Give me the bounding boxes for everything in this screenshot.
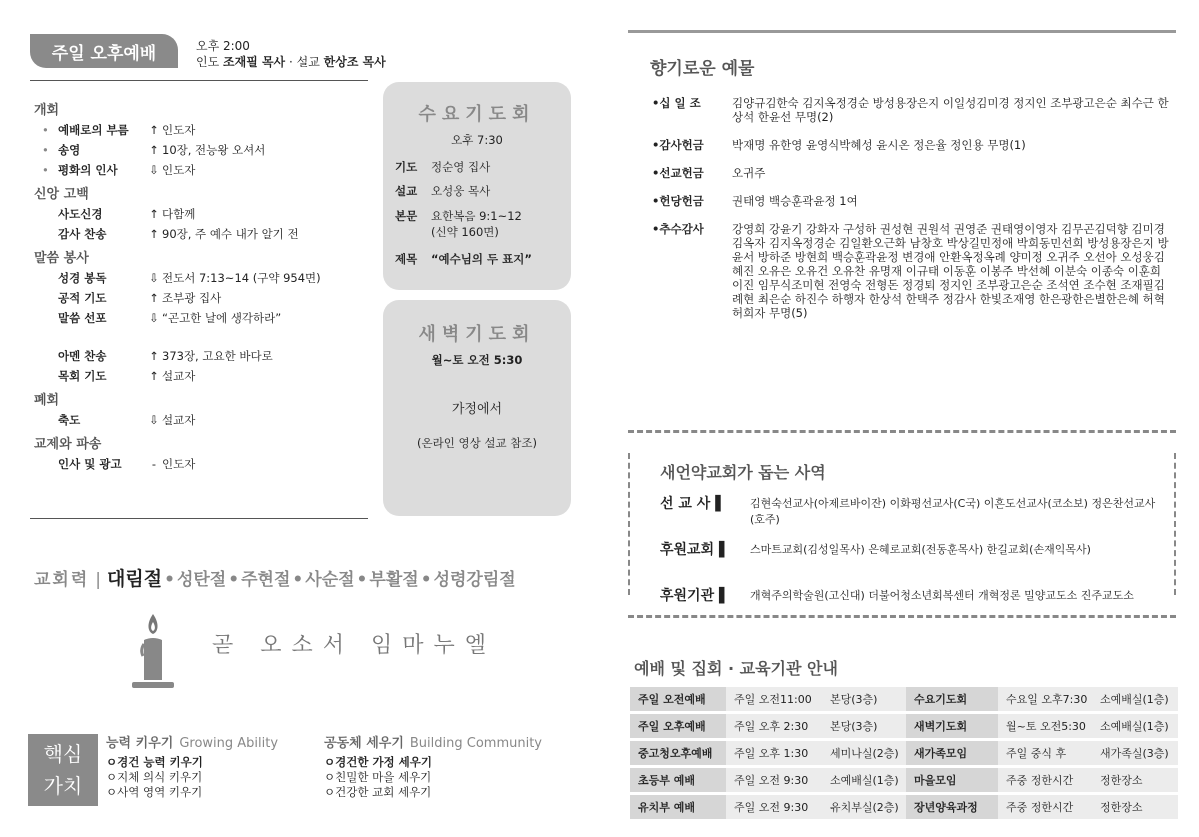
order-row	[34, 410, 374, 430]
offering-type: •십 일 조	[652, 96, 701, 110]
service-info: 오후 2:00 인도 조재필 목사 · 설교 한상조 목사	[196, 39, 386, 69]
order-item-label: • 예배로의 부름	[34, 120, 146, 140]
offering-type: •선교헌금	[652, 166, 704, 180]
order-item-label: 목회 기도	[58, 369, 107, 383]
table-cell: 정한장소	[1092, 795, 1178, 819]
order-item-value: 10장, 전능왕 오셔서	[162, 143, 266, 157]
core-value-item: ㅇ건강한 교회 세우기	[324, 785, 432, 799]
offering-row	[652, 194, 1172, 208]
order-item-value: 인도자	[162, 457, 196, 471]
calendar-season: 사순절	[305, 570, 355, 590]
table-cell: 주일 오전11:00	[726, 687, 822, 711]
offering-row	[652, 222, 1172, 320]
order-item-label: 아멘 찬송	[58, 349, 107, 363]
leader-name: 조재필 목사	[223, 55, 286, 69]
table-cell: 정한장소	[1092, 768, 1178, 792]
offerings-top-bar	[628, 30, 1176, 33]
table-cell: 주일 중식 후	[998, 741, 1092, 765]
order-item-label: • 송영	[34, 140, 146, 160]
section-heading: 교제와 파송	[34, 437, 102, 452]
core-value-community: 공동체 세우기 Building Community ㅇ경건한 가정 세우기 ㅇ친밀한 마을 세우기 ㅇ건강한 교회 세우기	[324, 736, 542, 799]
order-item-value: 전도서 7:13~14 (구약 954면)	[162, 271, 321, 285]
bullet-icon: •	[420, 570, 432, 590]
table-cell: 초등부 예배	[630, 768, 726, 792]
mission-row-institutions: 후원기관 ▌ 개혁주의학술원(고신대) 더불어청소년회복센터 개혁정론 밀양교도소 진주교도소	[660, 588, 1134, 604]
dawn-note: (온라인 영상 설교 참조)	[417, 436, 537, 450]
calendar-season: 성령강림절	[433, 570, 516, 590]
calendar-current: 대림절	[107, 568, 163, 590]
core-value-item: ㅇ지체 의식 키우기	[106, 770, 203, 784]
order-item-label: 공적 기도	[58, 291, 107, 305]
table-row	[630, 741, 1178, 765]
order-item-label: 인사 및 광고	[58, 457, 122, 471]
table-cell: 주중 정한시간	[998, 795, 1092, 819]
table-cell: 소예배실(1층)	[1092, 714, 1178, 738]
order-item-value: 인도자	[162, 163, 196, 177]
order-row	[34, 288, 374, 308]
core-value-ability: 능력 키우기 Growing Ability ㅇ경건 능력 키우기 ㅇ지체 의식 키우기 ㅇ사역 영역 키우기	[106, 736, 279, 799]
wednesday-title: 수요기도회	[418, 104, 536, 125]
table-cell: 세미나실(2층)	[822, 741, 906, 765]
divider-top	[30, 80, 368, 81]
wednesday-row: 설교 오성웅 목사	[395, 184, 491, 198]
table-cell: 주일 오전 9:30	[726, 768, 822, 792]
order-row	[34, 268, 374, 288]
schedule-title: 예배 및 집회 · 교육기관 안내	[634, 659, 838, 678]
posture-icon: ↑	[149, 123, 159, 137]
offering-row	[652, 166, 1172, 180]
table-cell: 중고청오후예배	[630, 741, 726, 765]
offering-names: 박재명 유한영 윤영식박혜성 윤시온 정은율 정인용 무명(1)	[732, 138, 1026, 152]
order-row	[34, 366, 374, 386]
bullet-icon: •	[228, 570, 240, 590]
offering-type: •추수감사	[652, 222, 704, 236]
order-item-label: 성경 봉독	[58, 271, 107, 285]
table-cell: 소예배실(1층)	[1092, 687, 1178, 711]
order-item-label: • 평화의 인사	[34, 160, 146, 180]
table-cell: 주일 오후예배	[630, 714, 726, 738]
offering-type: •헌당헌금	[652, 194, 704, 208]
table-cell: 수요기도회	[906, 687, 998, 711]
posture-icon: -	[151, 457, 157, 471]
calendar-season: 주현절	[241, 570, 291, 590]
order-row	[34, 160, 374, 180]
order-item-value: 90장, 주 예수 내가 알기 전	[162, 227, 299, 241]
order-row	[34, 224, 374, 244]
table-cell: 소예배실(1층)	[822, 768, 906, 792]
calendar-season: 부활절	[369, 570, 419, 590]
table-row	[630, 714, 1178, 738]
section-heading: 개회	[34, 103, 60, 118]
offerings-title: 향기로운 예물	[650, 59, 755, 79]
calendar-season: 성탄절	[176, 570, 227, 590]
dawn-place: 가정에서	[451, 402, 503, 417]
wednesday-row: 제목 “예수님의 두 표지”	[395, 252, 532, 266]
core-value-item: ㅇ사역 영역 키우기	[106, 785, 203, 799]
table-row	[630, 768, 1178, 792]
table-row	[630, 687, 1178, 711]
table-cell: 마을모임	[906, 768, 998, 792]
table-row	[630, 795, 1178, 819]
wednesday-time: 오후 7:30	[451, 133, 503, 147]
offering-names: 오귀주	[732, 166, 766, 180]
bullet-icon: •	[356, 570, 368, 590]
posture-icon: ↑	[149, 349, 159, 363]
dawn-prayer-box	[383, 300, 571, 516]
service-time: 오후 2:00	[196, 39, 250, 53]
mission-row-churches: 후원교회 ▌ 스마트교회(김성일목사) 은혜로교회(전동훈목사) 한길교회(손재익목사)	[660, 542, 1091, 558]
table-cell: 새가족모임	[906, 741, 998, 765]
posture-icon: ↑	[149, 227, 159, 241]
core-values-badge: 핵심 가치	[28, 734, 98, 806]
posture-icon: ⇩	[149, 163, 159, 177]
core-value-item: ㅇ경건한 가정 세우기	[324, 755, 432, 769]
preacher-name: 한상조 목사	[323, 55, 386, 69]
posture-icon: ↑	[149, 143, 159, 157]
table-cell: 본당(3층)	[822, 687, 906, 711]
candle-icon	[128, 610, 178, 695]
order-item-label: 감사 찬송	[58, 227, 107, 241]
table-cell: 주일 오후 2:30	[726, 714, 822, 738]
order-row	[34, 204, 374, 224]
order-item-value: 373장, 고요한 바다로	[162, 349, 273, 363]
table-cell: 주일 오후 1:30	[726, 741, 822, 765]
offering-names: 김양규김한숙 김지옥정경순 방성용장은지 이일성김미경 정지인 조부광고은순 최수근 한상석 한윤선 무명(2)	[732, 96, 1169, 124]
church-calendar: 교회력 | 대림절 • 성탄절 • 주현절 • 사순절 • 부활절 • 성령강림절	[34, 568, 516, 590]
schedule-table	[630, 684, 1178, 822]
order-of-worship	[34, 102, 374, 474]
core-value-item: ㅇ경건 능력 키우기	[106, 755, 203, 769]
bullet-icon: •	[164, 570, 175, 590]
table-cell: 본당(3층)	[822, 714, 906, 738]
posture-icon: ↑	[149, 369, 159, 383]
section-heading: 폐회	[34, 393, 60, 408]
posture-icon: ↑	[149, 291, 159, 305]
calendar-label: 교회력	[34, 570, 90, 590]
table-cell: 월~토 오전5:30	[998, 714, 1092, 738]
dawn-time: 월~토 오전 5:30	[431, 353, 523, 367]
posture-icon: ↑	[149, 207, 159, 221]
wednesday-row: 본문 요한복음 9:1~12 (신약 160면)	[395, 209, 522, 239]
table-cell: 새가족실(3층)	[1092, 741, 1178, 765]
wednesday-row: 기도 정순영 집사	[395, 160, 491, 174]
order-item-label: 사도신경	[58, 207, 103, 221]
posture-icon: ⇩	[149, 271, 159, 285]
order-row	[34, 308, 374, 328]
order-item-value: 인도자	[162, 123, 196, 137]
table-cell: 새벽기도회	[906, 714, 998, 738]
preacher-label: 설교	[296, 55, 320, 69]
offering-names: 강영희 강윤기 강화자 구성하 권성현 권원석 권영준 권태영이영자 김무곤김덕향 김미경 김옥자 김지옥정경순 김일환오근화 남창호 박상길민정애 박희동민선희 방성용장은지 방윤서 방하준 방현희 백승훈곽윤정 변경애 안환옥정옥례 양미정 오귀주 오선아 오성웅김혜진 오유은 오유건 오유찬 유명재 이규태 이동훈 이봉주 박선혜 이분숙 이종숙 이훈희이진 임무식조미현 전영숙 전형돈 정경퇴 정지인 조부광고은순 조석연 조수현 조재필김례현 최은순 하진수 하행자 한상석 한택주 정감사 한빛조재영 한은광한은별한은혜 허혁 허희자 무명(5)	[732, 222, 1169, 320]
table-cell: 주일 오전 9:30	[726, 795, 822, 819]
offering-type: •감사헌금	[652, 138, 704, 152]
order-row	[34, 346, 374, 366]
posture-icon: ⇩	[149, 311, 159, 325]
section-heading: 말씀 봉사	[34, 251, 89, 266]
calendar-phrase: 곧 오소서 임마누엘	[212, 633, 497, 658]
order-row	[34, 120, 374, 140]
order-item-label: 말씀 선포	[58, 311, 107, 325]
wednesday-prayer-box	[383, 82, 571, 290]
order-item-value: “곤고한 날에 생각하라”	[162, 311, 282, 325]
service-title-badge	[30, 34, 178, 68]
table-cell: 주일 오전예배	[630, 687, 726, 711]
posture-icon: ⇩	[149, 413, 159, 427]
core-value-item: ㅇ친밀한 마을 세우기	[324, 770, 432, 784]
table-cell: 유치부실(2층)	[822, 795, 906, 819]
offerings-list	[652, 96, 1172, 320]
mission-row-missionaries: 선 교 사 ▌ 김현숙선교사(아제르바이잔) 이화평선교사(C국) 이흔도선교사(코소보) 정은찬선교사(호주)	[660, 496, 1156, 526]
leader-label: 인도	[196, 55, 220, 69]
order-row	[34, 140, 374, 160]
order-row	[34, 454, 374, 474]
order-item-value: 설교자	[162, 413, 196, 427]
offering-row	[652, 138, 1172, 152]
table-cell: 수요일 오후7:30	[998, 687, 1092, 711]
order-item-value: 다함께	[162, 207, 196, 221]
order-item-label: 축도	[58, 413, 81, 427]
mission-title: 새언약교회가 돕는 사역	[660, 463, 826, 482]
table-cell: 유치부 예배	[630, 795, 726, 819]
section-heading: 신앙 고백	[34, 187, 89, 202]
service-title: 주일 오후예배	[51, 43, 157, 64]
offering-row	[652, 96, 1172, 124]
order-item-value: 조부광 집사	[162, 291, 222, 305]
divider-bottom	[30, 518, 368, 519]
offering-names: 권태영 백승훈곽윤정 1여	[732, 194, 858, 208]
bullet-icon: •	[292, 570, 304, 590]
table-cell: 장년양육과정	[906, 795, 998, 819]
table-cell: 주중 정한시간	[998, 768, 1092, 792]
order-item-value: 설교자	[162, 369, 196, 383]
dawn-title: 새벽기도회	[418, 324, 536, 345]
